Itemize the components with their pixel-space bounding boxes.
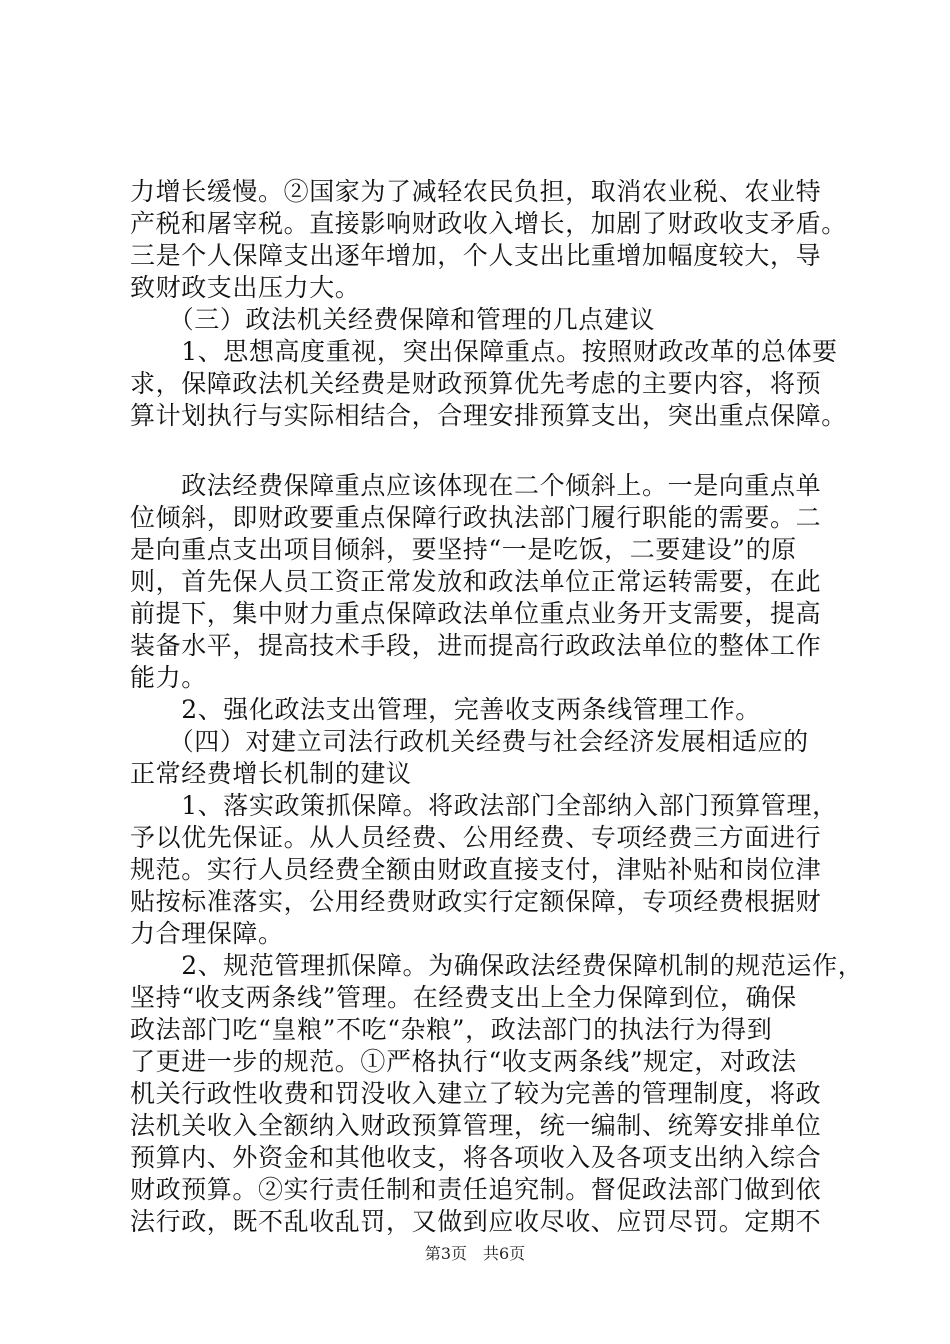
text-line: 法机关收入全额纳入财政预算管理，统一编制、统筹安排单位	[130, 1111, 822, 1140]
text-line: 算计划执行与实际相结合，合理安排预算支出，突出重点保障。	[130, 401, 847, 430]
text-line: 装备水平，提高技术手段，进而提高行政政法单位的整体工作	[130, 631, 822, 660]
text-line: 贴按标准落实，公用经费财政实行定额保障，专项经费根据财	[130, 887, 822, 916]
text-line: 法行政，既不乱收乱罚，又做到应收尽收、应罚尽罚。定期不	[130, 1207, 822, 1236]
text-line: 产税和屠宰税。直接影响财政收入增长，加剧了财政收支矛盾。	[130, 209, 847, 238]
text-line: 予以优先保证。从人员经费、公用经费、专项经费三方面进行	[130, 823, 822, 852]
text-line: 规范。实行人员经费全额由财政直接支付，津贴补贴和岗位津	[130, 855, 822, 884]
text-line: 前提下，集中财力重点保障政法单位重点业务开支需要，提高	[130, 599, 822, 628]
text-line: 财政预算。②实行责任制和责任追究制。督促政法部门做到依	[130, 1175, 822, 1204]
section-heading: 正常经费增长机制的建议	[130, 759, 412, 788]
text-line: 三是个人保障支出逐年增加，个人支出比重增加幅度较大，导	[130, 241, 822, 270]
paragraph-gap	[130, 432, 840, 470]
text-line: 政法部门吃“皇粮”不吃“杂粮”，政法部门的执法行为得到	[130, 1015, 773, 1044]
text-line: 2、规范管理抓保障。为确保政法经费保障机制的规范运作，	[130, 951, 864, 980]
text-line: 2、强化政法支出管理，完善收支两条线管理工作。	[130, 695, 761, 724]
page-number: 第3页 共6页	[424, 1244, 526, 1263]
text-line: 能力。	[130, 663, 207, 692]
text-line: 坚持“收支两条线”管理。在经费支出上全力保障到位，确保	[130, 983, 797, 1012]
text-line: 是向重点支出项目倾斜，要坚持“一是吃饭，二要建设”的原	[130, 535, 797, 564]
text-line: 1、落实政策抓保障。将政法部门全部纳入部门预算管理，	[130, 791, 838, 820]
text-line: 政法经费保障重点应该体现在二个倾斜上。一是向重点单	[130, 471, 822, 500]
text-line: 则，首先保人员工资正常发放和政法单位正常运转需要，在此	[130, 567, 822, 596]
text-line: 致财政支出压力大。	[130, 273, 361, 302]
section-heading: （四）对建立司法行政机关经费与社会经济发展相适应的	[130, 727, 809, 756]
text-line: 力增长缓慢。②国家为了减轻农民负担，取消农业税、农业特	[130, 177, 822, 206]
text-line: 了更进一步的规范。①严格执行“收支两条线”规定，对政法	[130, 1047, 797, 1076]
section-heading: （三）政法机关经费保障和管理的几点建议	[130, 305, 656, 334]
text-line: 力合理保障。	[130, 919, 284, 948]
document-body	[130, 176, 864, 1238]
text-line: 预算内、外资金和其他收支，将各项收入及各项支出纳入综合	[130, 1143, 822, 1172]
text-line: 求，保障政法机关经费是财政预算优先考虑的主要内容，将预	[130, 369, 822, 398]
text-line: 1、思想高度重视，突出保障重点。按照财政改革的总体要	[130, 337, 838, 366]
text-line: 机关行政性收费和罚没收入建立了较为完善的管理制度，将政	[130, 1079, 822, 1108]
text-line: 位倾斜，即财政要重点保障行政执法部门履行职能的需要。二	[130, 503, 822, 532]
